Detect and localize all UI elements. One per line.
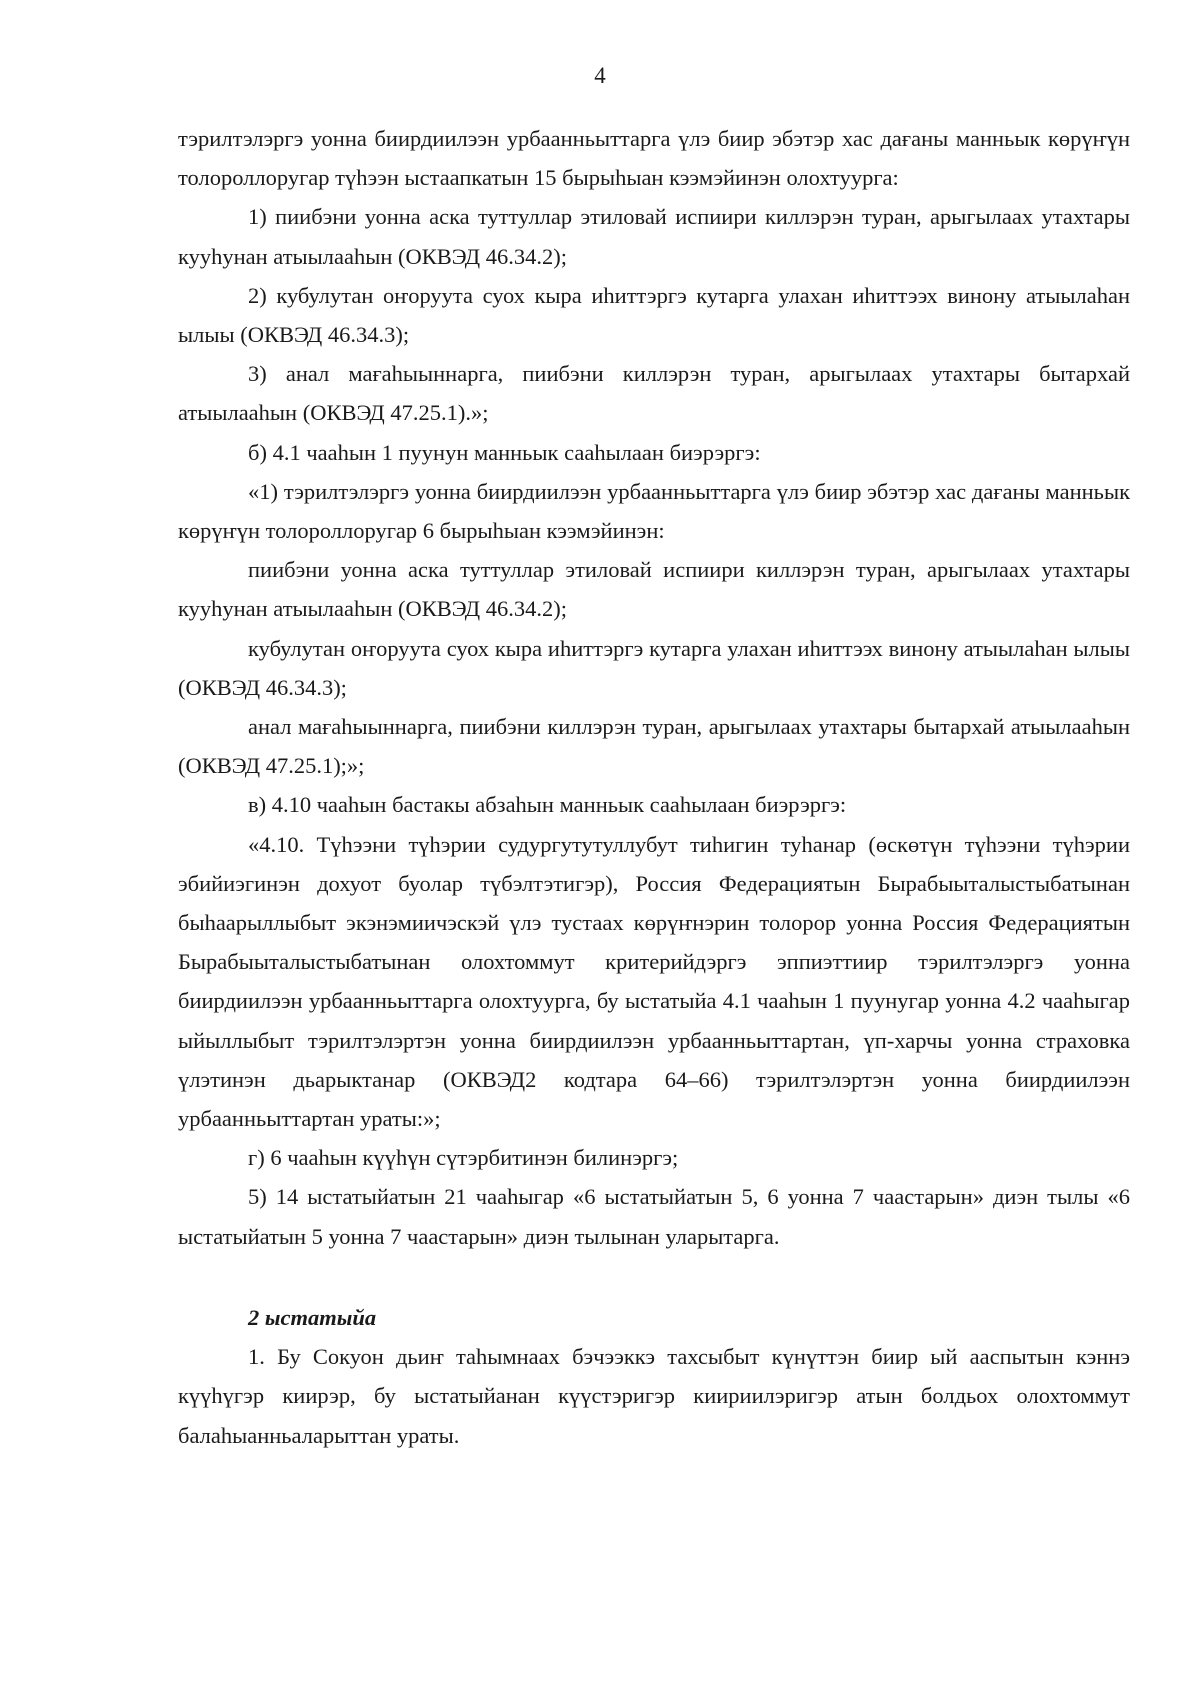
paragraph-b-item-1: пиибэни уонна аска туттуллар этиловай испиири киллэрэн туран, арыгылаах утахтары кууһунан атыылааһын (ОКВЭД 46.34.2); xyxy=(178,557,1130,622)
paragraph-b: б) 4.1 чааһын 1 пуунун манньык сааһылаан биэрэргэ: xyxy=(248,439,761,465)
paragraph-v-quote: «4.10. Түһээни түһэрии судургутутуллубут тиһигин туһанар (өскөтүн түһээни түһэрии эбийиэгинэн дохуот буолар түбэлтэтигэр), Россия Федерациятын Бырабыыталыстыбатынан быһаарыллыбыт экэнэмиичэскэй үлэ тустаах көрүҥнэрин толорор уонна Россия Федерациятын Бырабыыталыстыбатынан олохтоммут критерийдэргэ эппиэттиир тэрилтэлэргэ уонна биирдиилээн урбаанньыттарга олохтуурга, бу ыстатыйа 4.1 чааһын 1 пуунугар уонна 4.2 чааһыгар ыйыллыбыт тэрилтэлэртэн уонна биирдиилээн урбаанньыттартан, үп-харчы уонна страховка үлэтинэн дьарыктанар (ОКВЭД2 кодтара 64–66) тэрилтэлэртэн уонна биирдиилээн урбаанньыттартан ураты:»; xyxy=(178,831,1130,1132)
paragraph-v: в) 4.10 чааһын бастакы абзаһын манньык сааһылаан биэрэргэ: xyxy=(248,792,847,818)
list-item-3: 3) анал мағаһыыннарга, пиибэни киллэрэн туран, арыгылаах утахтары бытархай атыылааһын (ОКВЭД 47.25.1).»; xyxy=(178,361,1130,426)
paragraph-g: г) 6 чааһын күүһүн сүтэрбитинэн билинэргэ; xyxy=(248,1145,679,1171)
paragraph-b-quote: «1) тэрилтэлэргэ уонна биирдиилээн урбаанньыттарга үлэ биир эбэтэр хас дағаны манньык көрүҥүн толороллоругар 6 бырыһыан кээмэйинэн: xyxy=(178,478,1130,544)
list-item-1: 1) пиибэни уонна аска туттуллар этиловай испиири киллэрэн туран, арыгылаах утахтары кууһунан атыылааһын (ОКВЭД 46.34.2); xyxy=(178,204,1130,269)
paragraph-continuation: тэрилтэлэргэ уонна биирдиилээн урбаанньыттарга үлэ биир эбэтэр хас дағаны манньык көрүҥүн толороллоругар түһээн ыстаапкатын 15 бырыһыан кээмэйинэн олохтуурга: xyxy=(178,126,1130,191)
paragraph-b-item-3: анал мағаһыыннарга, пиибэни киллэрэн туран, арыгылаах утахтары бытархай атыылааһын (ОКВЭД 47.25.1);»; xyxy=(178,714,1130,779)
article-heading: 2 ыстатыйа xyxy=(248,1304,377,1330)
page-number: 4 xyxy=(594,63,606,88)
document-body xyxy=(178,119,1130,1455)
list-item-5: 5) 14 ыстатыйатын 21 чааһыгар «6 ыстатыйатын 5, 6 уонна 7 чаастарын» диэн тылы «6 ыстатыйатын 5 уонна 7 чаастарын» диэн тылынан уларытарга. xyxy=(178,1184,1130,1249)
article-paragraph: 1. Бу Сокуон дьиҥ таһымнаах бэчээккэ тахсыбыт күнүттэн биир ый ааспытын кэннэ күүһүгэр киирэр, бу ыстатыйанан күүстэригэр киириилэригэр атын болдьох олохтоммут балаһыанньаларыттан ураты. xyxy=(178,1344,1130,1448)
paragraph-b-item-2: кубулутан оҥоруута суох кыра иһиттэргэ кутарга улахан иһиттээх винону атыылаһан ылыы (ОКВЭД 46.34.3); xyxy=(178,635,1130,700)
list-item-2: 2) кубулутан оҥоруута суох кыра иһиттэргэ кутарга улахан иһиттээх винону атыылаһан ылыы (ОКВЭД 46.34.3); xyxy=(178,282,1130,348)
